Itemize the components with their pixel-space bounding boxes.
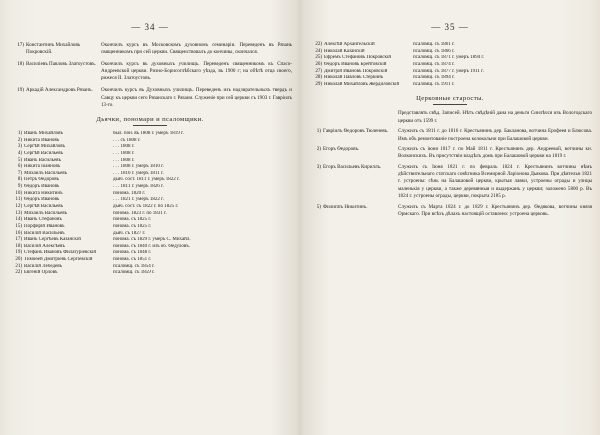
item-name: Ѳедоръ Ивановъ	[24, 197, 60, 203]
item-description: псаломщ. съ 1871 г. умеръ 1894 г.	[413, 55, 485, 61]
item-number: 12)	[15, 203, 22, 209]
list-item	[8, 224, 292, 231]
section-heading-clerks	[8, 116, 292, 126]
item-name: Николай Михайловъ Жердиловскій	[324, 81, 400, 87]
item-number: 17)	[15, 237, 22, 243]
list-item	[8, 87, 292, 109]
item-number: 18)	[15, 243, 22, 249]
item-number: 17)	[17, 42, 24, 48]
item-description: понома. съ 1825 г.	[113, 217, 152, 223]
item-name: Ѳедоръ Ивановъ Брейтовскій	[324, 61, 387, 67]
item-description: понома. 1823 г. по 1831 г.	[113, 210, 167, 216]
item-name: Никита Ивановъ	[24, 137, 60, 143]
item-number: 28)	[315, 75, 322, 81]
item-name: Аркадій Александровъ Рязанъ.	[26, 87, 93, 94]
list-item	[308, 49, 592, 56]
list-item	[8, 42, 292, 56]
item-name: Иванъ Васильевъ	[24, 157, 61, 163]
item-name: Гавріилъ Ѳедоровъ Тюленевъ.	[323, 128, 389, 135]
item-name: Сергѣй Васильевъ	[24, 150, 64, 156]
right-clerk-list	[308, 42, 592, 88]
item-description: дьяч. сост. 1811 г. умеръ 1822 г.	[113, 177, 180, 183]
item-description: псаломщ. съ 1874 г.	[413, 61, 455, 67]
list-item	[8, 138, 292, 145]
list-item	[8, 217, 292, 224]
item-description: псаломщ. съ 1894 г.	[413, 75, 455, 81]
item-number: 3)	[17, 144, 22, 150]
item-name: Михаилъ Васильевъ	[24, 170, 68, 176]
item-number: 19)	[17, 87, 24, 94]
item-name: Дмитрій Ивановъ Покровскій	[324, 68, 388, 74]
item-number: 22)	[315, 42, 322, 47]
item-name: Иванъ Михайловъ	[24, 130, 63, 136]
item-description: понома. съ 1851 г.	[113, 257, 152, 263]
item-number: 19)	[15, 250, 22, 256]
list-item	[8, 250, 292, 257]
right-folio: — 35 —	[431, 22, 469, 32]
item-description: . . . съ 1808 г.	[113, 137, 141, 143]
item-number: 15)	[15, 223, 22, 229]
item-description: псаломщ. съ 1877 г. умеръ 1911 г.	[413, 68, 484, 74]
list-item	[308, 204, 592, 219]
item-description: Служилъ съ іюня 1817 г. по Май 1811 г. Крестьянинъ дер. Андреевой, вотчины кн. Волконскихъ. Въ присутствіи владѣлъ домъ при Балашовой церкви на 1819 г.	[398, 145, 592, 160]
item-name: Василій Алексѣевъ	[24, 243, 65, 249]
item-name: Василій Лебедевъ	[24, 263, 63, 269]
item-description: псаломщ. съ 1861 г.	[413, 42, 455, 47]
warden-list	[308, 128, 592, 218]
item-number: 9)	[17, 184, 22, 190]
item-name: Алексѣй Архангельскій	[324, 42, 375, 47]
item-name: Василій Васильевъ	[24, 230, 65, 236]
list-item	[8, 144, 292, 151]
section-heading-text: Дьячки, пономари и псаломщики.	[96, 115, 204, 123]
item-number: 25)	[315, 55, 322, 61]
left-priest-list	[8, 42, 292, 109]
item-description: псаломщ. съ 1859 г.	[113, 270, 155, 276]
list-item	[308, 69, 592, 76]
item-number: 18)	[17, 61, 24, 68]
list-item	[8, 237, 292, 244]
item-name: Никита Іоанновъ	[24, 164, 61, 170]
list-item	[308, 146, 592, 161]
heading-rule	[433, 104, 467, 105]
list-item	[8, 270, 292, 277]
list-item	[8, 244, 292, 251]
item-number: 22)	[15, 270, 22, 276]
item-number: 1)	[316, 128, 321, 135]
item-name: Михаилъ Васильевъ	[24, 210, 68, 216]
item-name: Егоръ Ѳедоровъ.	[323, 145, 360, 152]
list-item	[8, 164, 292, 171]
item-description: был. пон. въ 1808 г. умеръ 1819 г.	[113, 130, 184, 136]
item-name: Евгеній Орловъ	[24, 270, 58, 276]
item-number: 11)	[15, 197, 22, 203]
item-name: Тимоѳей Дмитріевъ Сергіевскій	[24, 257, 93, 263]
item-name: Сергѣй Михайловъ	[24, 144, 66, 150]
item-description: понома. 1820 г.	[113, 190, 146, 196]
list-item	[308, 75, 592, 82]
item-description: дьяч. съ 1827 г.	[113, 230, 146, 236]
wardens-intro	[308, 110, 592, 125]
item-number: 3)	[316, 163, 321, 170]
item-description: псаломщ. съ 1854 г.	[113, 263, 155, 269]
item-name: Стефанъ Ивановъ Филатуріевскій	[24, 250, 97, 256]
list-item	[8, 171, 292, 178]
item-number: 10)	[15, 190, 22, 196]
item-number: 5)	[17, 157, 22, 163]
list-item	[308, 128, 592, 143]
item-description: псаломщ. съ 1911 г.	[413, 81, 455, 87]
item-name: Сергѣй Васильевъ	[24, 203, 64, 209]
item-description: . . . 1808 г.	[113, 150, 135, 156]
item-number: 2)	[316, 145, 321, 152]
item-name: Никита Никитинъ	[24, 190, 63, 196]
item-description: Окончилъ курсъ въ Московскомъ духовномъ семинаріи. Переведенъ въ Рязань священникомъ при сей церкви. Священствовалъ до кончины, скончался.	[101, 42, 292, 56]
section-heading-wardens	[308, 95, 592, 105]
list-item	[308, 42, 592, 49]
item-description: . . . 1808 г. умеръ 1810 г.	[113, 164, 164, 170]
right-page	[308, 0, 592, 435]
item-number: 7)	[17, 170, 22, 176]
item-description: понома. съ 1825 г.	[113, 223, 152, 229]
item-description: дьяч. сост. съ 1822 г. по 1825 г.	[113, 203, 179, 209]
list-item	[8, 177, 292, 184]
item-name: Ефремъ Стефановъ Покровскій	[324, 55, 392, 61]
item-name: Филиппъ Никитинъ.	[323, 203, 368, 210]
list-item	[308, 55, 592, 62]
item-name: Петръ Ѳедоровъ	[24, 177, 60, 183]
left-page	[8, 0, 292, 435]
item-number	[308, 110, 323, 125]
list-item	[308, 82, 592, 89]
item-name: Иванъ Сергѣевъ Казанскій	[24, 237, 81, 243]
item-number: 14)	[15, 217, 22, 223]
item-number: 13)	[15, 210, 22, 216]
list-item	[8, 264, 292, 271]
item-description: Окончилъ курсъ въ духовныхъ училищъ. Переведенъ священникомъ къ Спасо-Андреевской церкви. Ризно-Борисоглѣбскаго уѣзда, въ 1900 г; на обѣтѣ отца своего, рижеся II. Златоустовъ.	[101, 61, 292, 82]
item-description: . . . 1821 г. умеръ 1822 г.	[113, 197, 164, 203]
item-name: Николай Павловъ Стеркинъ	[324, 75, 384, 81]
item-name: Константинъ Михайловъ Покровскій.	[26, 42, 81, 56]
item-number: 16)	[15, 230, 22, 236]
item-number: 20)	[15, 257, 22, 263]
item-description: понома. съ 1840 г. изъ об. Ѳедуловъ.	[113, 243, 190, 249]
item-description: Служилъ съ Іюня 1821 г. по февраль 1824 г. Крестьянинъ вотчины нѣмъ дѣйствительнаго статскаго совѣтника Всемирной Ларіонова Дьякова. При дѣятельн 1821 г. устроены: сѣнь на Балашовой церкви, крытыя лавки, устроены ограды и улицы маленькія у церкви, а также деревянныя и выдержанъ у церкви; заложено 5800 р. Въ 1824 г. устроены ограды, церкви, покрыта 2185 р.	[398, 163, 592, 200]
item-description: . . . 1808 г.	[113, 144, 135, 150]
item-number: 29)	[315, 81, 322, 87]
item-name: Порфирій Ивановъ	[24, 223, 65, 229]
item-number: 1)	[17, 130, 22, 136]
item-description: . . . 1808 г.	[113, 157, 135, 163]
list-item	[8, 204, 292, 211]
item-number: 26)	[315, 61, 322, 67]
list-item	[8, 231, 292, 238]
heading-rule	[133, 125, 167, 126]
item-description: псаломщ. съ 1866 г.	[413, 48, 455, 54]
list-item	[8, 257, 292, 264]
item-description: Представлять свѣд. Записей. Нѣтъ свѣдѣній дана на деньги Синлѣчся изъ Вологодскаго церкви отъ 1599 г.	[398, 110, 592, 124]
item-number: 6)	[17, 164, 22, 170]
item-number: 8)	[17, 177, 22, 183]
item-description: . . . 1811 г. умеръ 1826 г.	[113, 184, 164, 190]
left-folio: — 34 —	[131, 22, 169, 32]
list-item	[308, 62, 592, 69]
item-number: 21)	[15, 263, 22, 269]
list-item	[8, 158, 292, 165]
list-item	[8, 151, 292, 158]
item-number: 27)	[315, 68, 322, 74]
list-item	[8, 61, 292, 83]
list-item	[8, 191, 292, 198]
item-name: Ѳедоръ Ивановъ	[24, 184, 60, 190]
section-heading-text: Церковные старосты.	[416, 95, 484, 103]
item-description: понома. съ 1829 г. умеръ С. Михайл.	[113, 237, 191, 243]
item-name: Василіевъ Павловъ Златоустовъ.	[26, 61, 96, 68]
item-name	[323, 110, 398, 125]
list-item	[8, 131, 292, 138]
list-item	[8, 197, 292, 204]
clerk-list	[8, 131, 292, 277]
item-description: Окончилъ курсъ въ Духовныхъ училищъ. Переведенъ изъ надзирательныхъ твердъ и Савцу къ церкви сего Рязанскаго г. Рязани. Служеніе при сей церкви съ 1903 г. Гавріилъ 13-го.	[101, 87, 292, 108]
item-number: 2)	[17, 137, 22, 143]
item-number: 4)	[17, 150, 22, 156]
list-item	[8, 184, 292, 191]
list-item	[8, 211, 292, 218]
item-number: 24)	[315, 48, 322, 54]
item-number: 5)	[316, 203, 321, 210]
item-description: Служилъ съ 1811 г. до 1816 г. Крестьянинъ дер. Бакланова, вотчина Ерофеея и Блюсова. Имъ объ ремонтованіе построена колокольни при Балашовой церкви.	[398, 128, 592, 142]
item-name: Николай Казанскій	[324, 48, 365, 54]
item-name: Егоръ Васильевъ Кириллъ.	[323, 163, 382, 170]
list-item	[308, 164, 592, 201]
item-description: Служилъ съ Марта 1824 г. до 1829 г. Крестьянинъ дер. Ѳедякова, вотчины князя Ормскаго. При всѣхъ дѣлахъ настоящій оставлено: устроена церковь.	[398, 203, 592, 217]
item-description: . . . 1810 г. умеръ 1811 г.	[113, 170, 164, 176]
item-description: понома. съ 1848 г.	[113, 250, 152, 256]
item-name: Иванъ Стефановъ	[24, 217, 62, 223]
